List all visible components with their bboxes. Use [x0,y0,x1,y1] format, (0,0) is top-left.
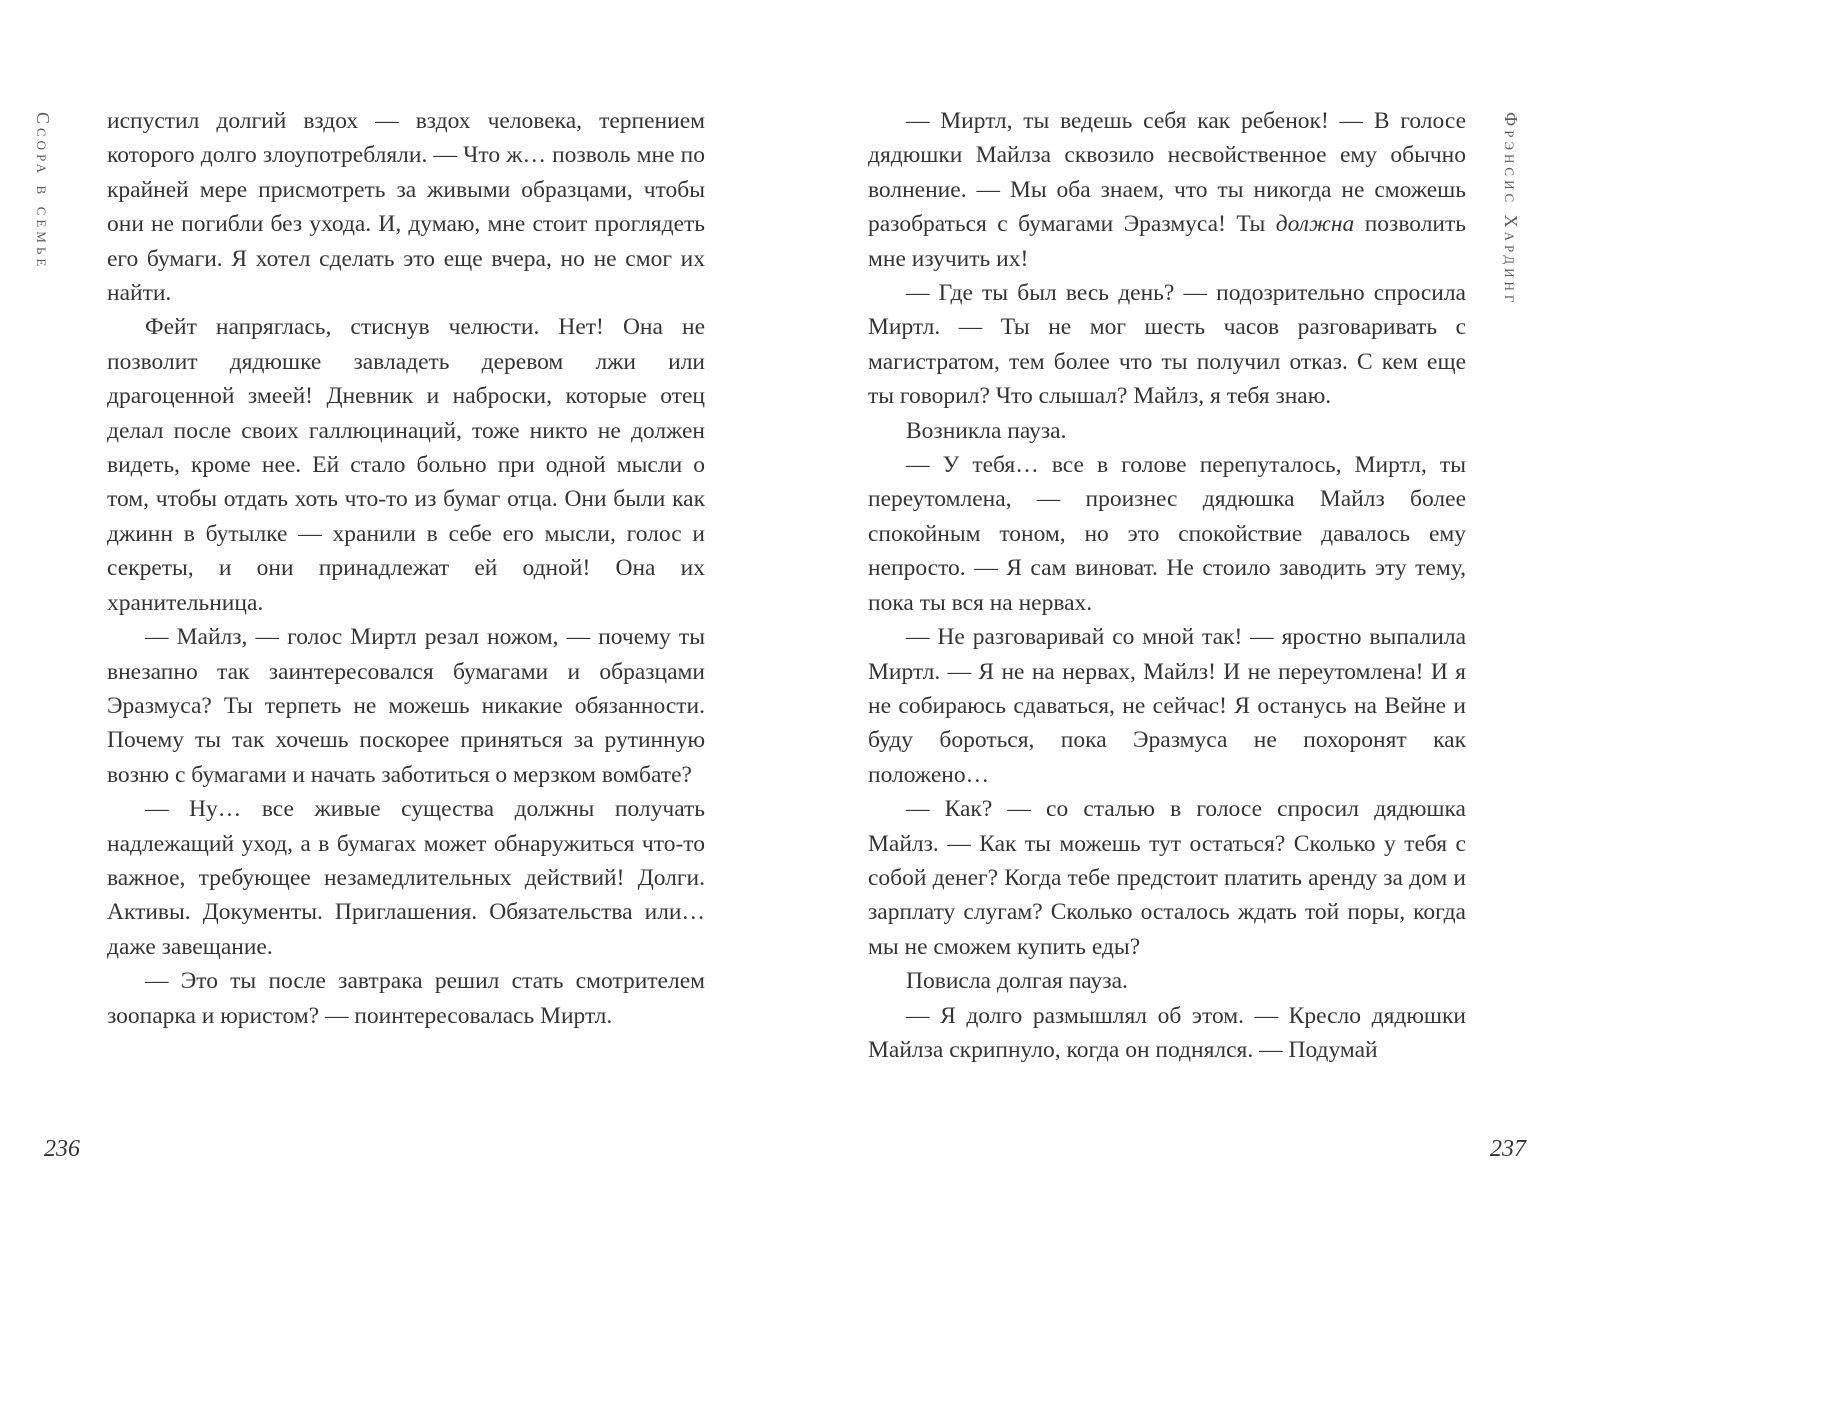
left-running-head: Ссора в семье [33,112,53,271]
paragraph [868,276,1466,414]
paragraph [868,620,1466,792]
right-page-body [868,104,1466,1067]
text-run: Повисла долгая пауза. [906,968,1128,995]
text-run: — Это ты после завтрака решил стать смотрителем зоопарка и юристом? — поинтересовалась Миртл. [107,968,705,1029]
text-run: Возникла пауза. [906,417,1067,444]
text-run: испустил долгий вздох — вздох человека, терпением которого долго злоупотребляли. — Что ж… позволь мне по крайней мере присмотреть за живыми образцами, чтобы они не погибли без ухода. И, думаю, мне стоит проглядеть его бумаги. Я хотел сделать это еще вчера, но не смог их найти. [107,108,705,307]
right-running-head: Фрэнсис Хардинг [1501,112,1521,307]
paragraph [107,620,705,792]
text-run: Фейт напряглась, стиснув челюсти. Нет! Она не позволит дядюшке завладеть деревом лжи или драгоценной змеей! Дневник и наброски, которые отец делал после своих галлюцинаций, тоже никто не должен видеть, кроме нее. Ей стало больно при одной мысли о том, чтобы отдать хоть что-то из бумаг отца. Они были как джинн в бутылке — хранили в себе его мысли, голос и секреты, и они принадлежат ей одной! Она их хранительница. [107,314,705,616]
paragraph [868,964,1466,998]
left-page-number: 236 [44,1136,80,1162]
paragraph [107,104,705,310]
paragraph [107,792,705,964]
text-run: — Не разговаривай со мной так! — яростно выпалила Миртл. — Я не на нервах, Майлз! И не переутомлена! И я не собираюсь сдаваться, не сейчас! Я останусь на Вейне и буду бороться, пока Эразмуса не похоронят как положено… [868,624,1466,788]
text-run: позволить мне изучить их! [868,211,1466,272]
text-run: — Где ты был весь день? — подозрительно спросила Миртл. — Ты не мог шесть часов разговаривать с магистратом, тем более что ты получил отказ. С кем еще ты говорил? Что слышал? Майлз, я тебя знаю. [868,280,1466,410]
text-run: — Майлз, — голос Миртл резал ножом, — почему ты внезапно так заинтересовался бумагами и образцами Эразмуса? Ты терпеть не можешь никакие обязанности. Почему ты так хочешь поскорее приняться за рутинную возню с бумагами и начать заботиться о мерзком вомбате? [107,624,705,788]
text-run: — Ну… все живые существа должны получать надлежащий уход, а в бумагах может обнаружиться что-то важное, требующее незамедлительных действий! Долги. Активы. Документы. Приглашения. Обязательства или… даже завещание. [107,796,705,960]
text-run: — Я долго размышлял об этом. — Кресло дядюшки Майлза скрипнуло, когда он поднялся. — Подумай [868,1002,1466,1063]
paragraph [868,448,1466,620]
text-run: — У тебя… все в голове перепуталось, Миртл, ты переутомлена, — произнес дядюшка Майлз более спокойным тоном, но это спокойствие давалось ему непросто. — Я сам виноват. Не стоило заводить эту тему, пока ты вся на нервах. [868,452,1466,616]
paragraph [868,792,1466,964]
paragraph [868,999,1466,1068]
right-page-number: 237 [1490,1136,1526,1162]
paragraph [107,964,705,1033]
paragraph [107,310,705,620]
italic-run: должна [1275,211,1355,238]
text-run: — Как? — со сталью в голосе спросил дядюшка Майлз. — Как ты можешь тут остаться? Сколько у тебя с собой денег? Когда тебе предстоит платить аренду за дом и зарплату слугам? Сколько осталось ждать той поры, когда мы не сможем купить еды? [868,796,1466,960]
paragraph [868,414,1466,448]
text-run: — Миртл, ты ведешь себя как ребенок! — В голосе дядюшки Майлза сквозило несвойственное ему обычно волнение. — Мы оба знаем, что ты никогда не сможешь разобраться с бумагами Эразмуса! Ты [868,108,1466,238]
left-page-body [107,104,705,1033]
paragraph [868,104,1466,276]
